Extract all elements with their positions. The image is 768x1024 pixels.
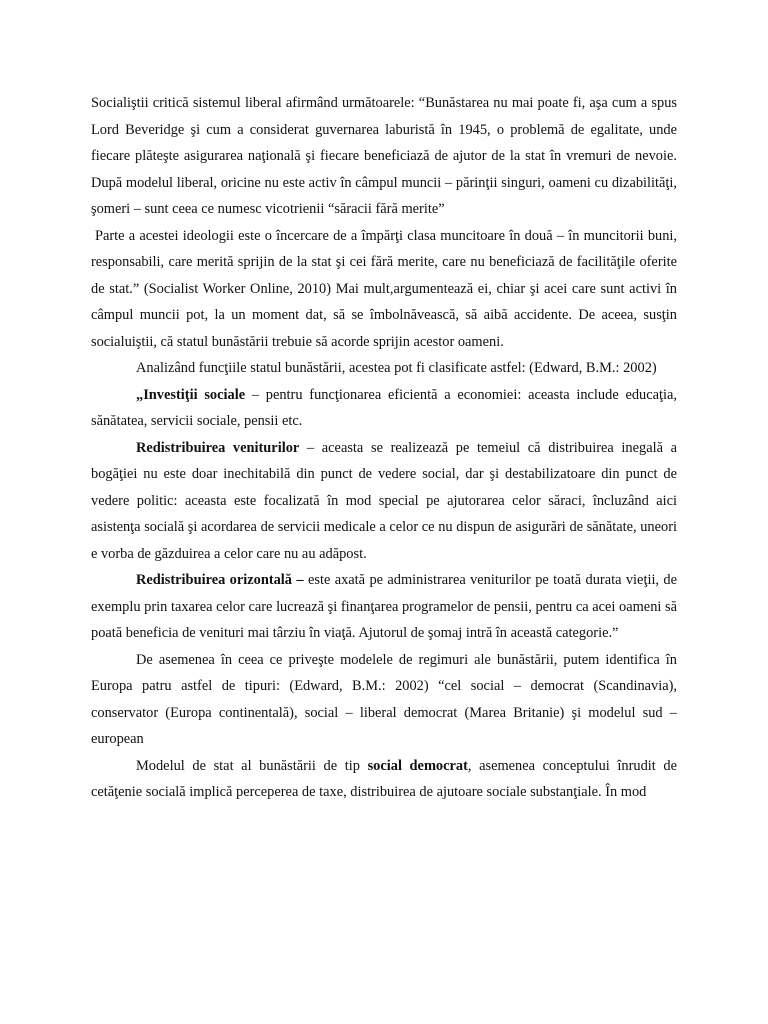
term-redistribuirea-veniturilor: Redistribuirea veniturilor [136,439,300,456]
paragraph-2-text: Parte a acestei ideologii este o încercare de a împărţi clasa muncitoare în două – în muncitorii buni, responsabili, care merită sprijin de la stat şi cei fără merite, care nu beneficiază de facilităţile oferite de stat.” (Socialist Worker Online, 2010) Mai mult,argumentează ei, chiar şi acei care sunt activi în câmpul muncii pot, la un moment dat, să se îmbolnăvească, să aibă accidente. De aceea, susţin socialuiştii, că statul bunăstării trebuie să acorde sprijin acestor oameni. [91,227,677,350]
paragraph-1-text: Socialiştii critică sistemul liberal afirmând următoarele: “Bunăstarea nu mai poate fi, aşa cum a spus Lord Beveridge şi cum a considerat guvernarea laburistă în 1945, o problemă de egalitate, unde fiecare plăteşte asigurarea naţională şi fiecare beneficiază de ajutor de la stat în vremuri de nevoie. După modelul liberal, oricine nu este activ în câmpul muncii – părinţii singuri, oameni cu dizabilităţi, şomeri – sunt ceea ce numesc vicotrienii “săracii fără merite” [91,95,677,217]
term-social-democrat: social democrat [367,757,468,774]
paragraph-8-text: , asemenea conceptului înrudit de cetăţenie socială implică perceperea de taxe, distribuirea de ajutoare sociale substanţiale. În mod [91,757,677,800]
document-body [91,90,677,806]
paragraph-3-text: Analizând funcţiile statul bunăstării, acestea pot fi clasificate astfel: (Edward, B.M.: 2002) [136,360,657,376]
term-redistribuirea-orizontala: Redistribuirea orizontală – [136,572,304,588]
paragraph-2 [91,223,677,356]
paragraph-7 [91,647,677,753]
paragraph-redistribuirea-veniturilor [91,435,677,568]
paragraph-redistribuirea-orizontala [91,567,677,647]
term-investitii-sociale: „Investiţii sociale [136,386,246,403]
paragraph-5-text: – aceasta se realizează pe temeiul că distribuirea inegală a bogăţiei nu este doar inechitabilă din punct de vedere social, dar şi destabilizatoare din punct de vedere politic: aceasta este focalizată în mod special pe ajutorarea celor săraci, încluzând aici asistenţa socială şi acordarea de servicii medicale a celor ce nu dispun de asigurări de sănătate, uneori e vorba de găzduirea a celor care nu au adăpost. [91,439,678,562]
paragraph-7-text: De asemenea în ceea ce priveşte modelele de regimuri ale bunăstării, putem identifica în Europa patru astfel de tipuri: (Edward, B.M.: 2002) “cel social – democrat (Scandinavia), conservator (Europa continentală), social – liberal democrat (Marea Britanie) şi modelul sud – european [91,651,677,747]
paragraph-1 [91,90,677,223]
paragraph-investitii-sociale [91,382,677,435]
paragraph-8-text-before: Modelul de stat al bunăstării de tip [136,757,368,774]
paragraph-6-text: este axată pe administrarea veniturilor pe toată durata vieţii, de exemplu prin taxarea celor care lucrează şi finanţarea programelor de pensii, pentru ca acei oameni să poată beneficia de venituri mai târziu în viaţă. Ajutorul de şomaj intră în această categorie.” [91,572,677,641]
paragraph-4-text: – pentru funcţionarea eficientă a economiei: aceasta include educaţia, sănătatea, servicii sociale, pensii etc. [91,386,677,429]
paragraph-3 [91,355,677,382]
paragraph-social-democrat [91,753,677,806]
